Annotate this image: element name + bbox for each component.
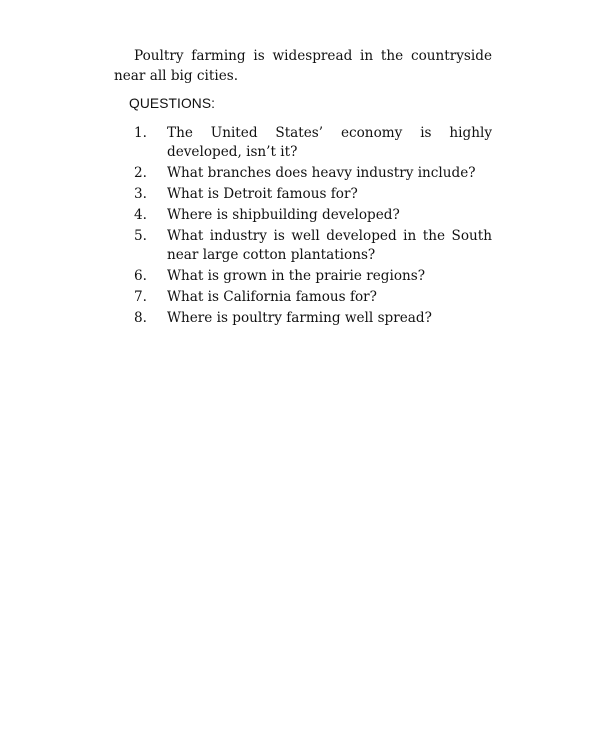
question-number: 4. [134, 207, 147, 223]
question-item [134, 164, 492, 183]
question-number: 2. [134, 165, 147, 181]
question-text: What is Detroit famous for? [167, 186, 358, 202]
question-number: 1. [134, 125, 147, 141]
question-number: 3. [134, 186, 147, 202]
questions-list [134, 124, 492, 330]
question-text: What branches does heavy industry include? [167, 165, 476, 181]
question-item [134, 267, 492, 286]
question-item [134, 227, 492, 265]
question-item [134, 185, 492, 204]
question-text: Where is poultry farming well spread? [167, 310, 432, 326]
question-number: 5. [134, 228, 147, 244]
question-number: 8. [134, 310, 147, 326]
question-text: What industry is well developed in the South near large cotton plantations? [167, 228, 492, 263]
question-text: The United States’ economy is highly developed, isn’t it? [167, 125, 492, 160]
questions-heading: QUESTIONS: [129, 96, 216, 111]
question-number: 6. [134, 268, 147, 284]
question-text: Where is shipbuilding developed? [167, 207, 400, 223]
intro-paragraph: Poultry farming is widespread in the countryside near all big cities. [114, 48, 492, 84]
question-item [134, 206, 492, 225]
question-number: 7. [134, 289, 147, 305]
question-text: What is grown in the prairie regions? [167, 268, 426, 284]
question-item [134, 309, 492, 328]
question-text: What is California famous for? [167, 289, 377, 305]
question-item [134, 124, 492, 162]
question-item [134, 288, 492, 307]
